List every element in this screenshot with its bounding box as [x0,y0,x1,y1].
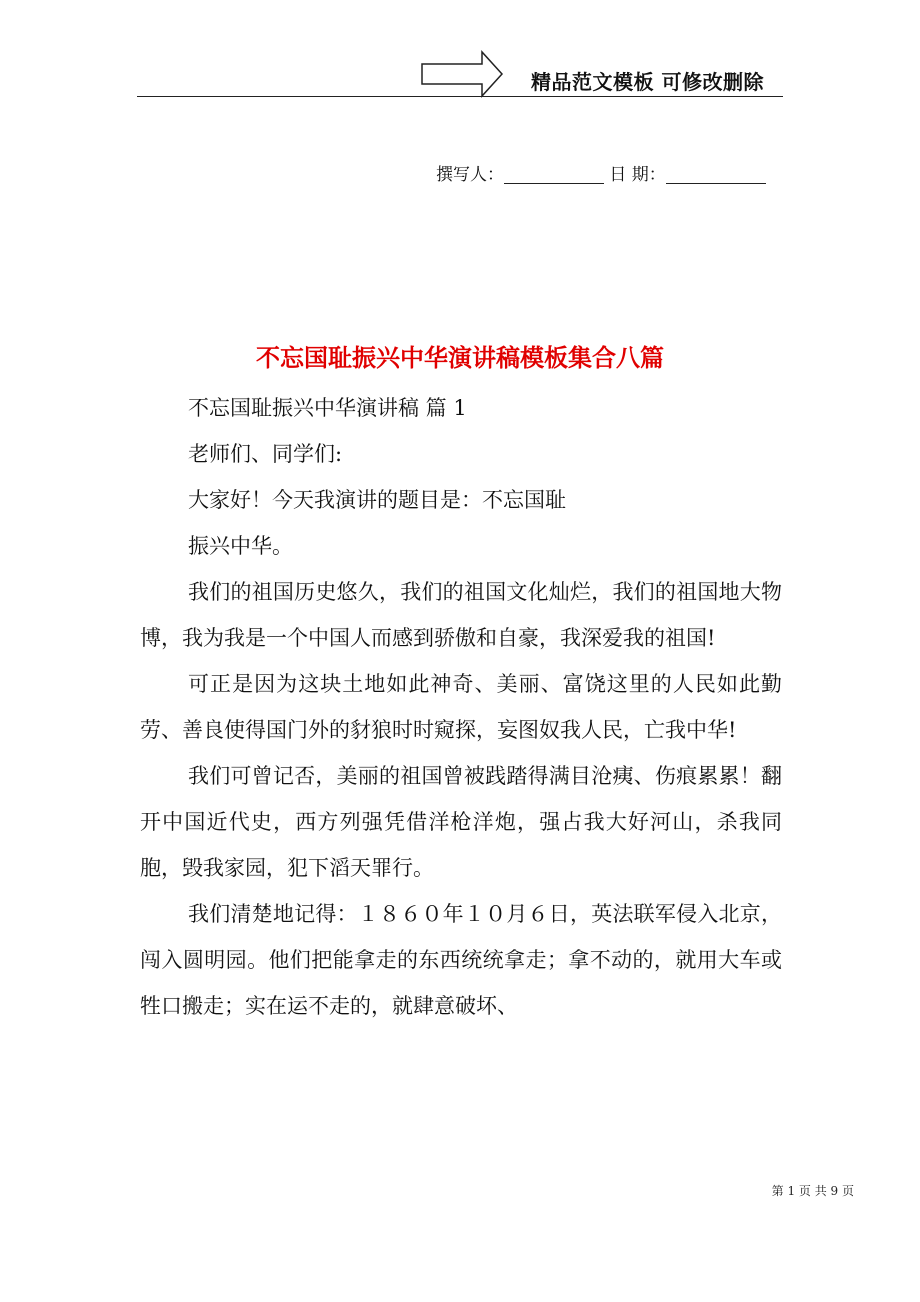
header-divider [137,96,783,97]
author-date-line [436,160,766,185]
author-label: 撰写人： [436,165,504,185]
header-tag: 精品范文模板 可修改删除 [531,70,764,94]
date-blank [666,165,766,184]
page-number: 第 1 页 共 9 页 [771,1184,854,1198]
arrow-icon [420,50,504,100]
greeting: 老师们、同学们: [188,442,343,466]
body-paragraph: 我们可曾记否，美丽的祖国曾被践踏得满目沧痍、伤痕累累！翻开中国近代史，西方列强凭借洋枪洋炮，强占我大好河山，杀我同胞，毁我家园，犯下滔天罪行。 [140,764,782,880]
document-title: 不忘国耻振兴中华演讲稿模板集合八篇 [256,343,664,372]
body-paragraph: 可正是因为这块土地如此神奇、美丽、富饶这里的人民如此勤劳、善良使得国门外的豺狼时时窥探，妄图奴我人民，亡我中华! [140,672,782,742]
body-paragraph: 振兴中华。 [188,534,293,558]
body-paragraph: 大家好！今天我演讲的题目是：不忘国耻 [188,488,566,512]
body-paragraph: 我们的祖国历史悠久，我们的祖国文化灿烂，我们的祖国地大物博，我为我是一个中国人而感到骄傲和自豪，我深爱我的祖国! [140,580,782,650]
section-heading: 不忘国耻振兴中华演讲稿 篇 1 [188,396,467,420]
document-body [140,385,782,1029]
body-paragraph: 我们清楚地记得：１８６０年１０月６日，英法联军侵入北京，闯入圆明园。他们把能拿走的东西统统拿走；拿不动的，就用大车或牲口搬走；实在运不走的，就肆意破坏、 [140,902,782,1018]
date-label: 日 期： [609,165,666,185]
author-blank [504,165,604,184]
